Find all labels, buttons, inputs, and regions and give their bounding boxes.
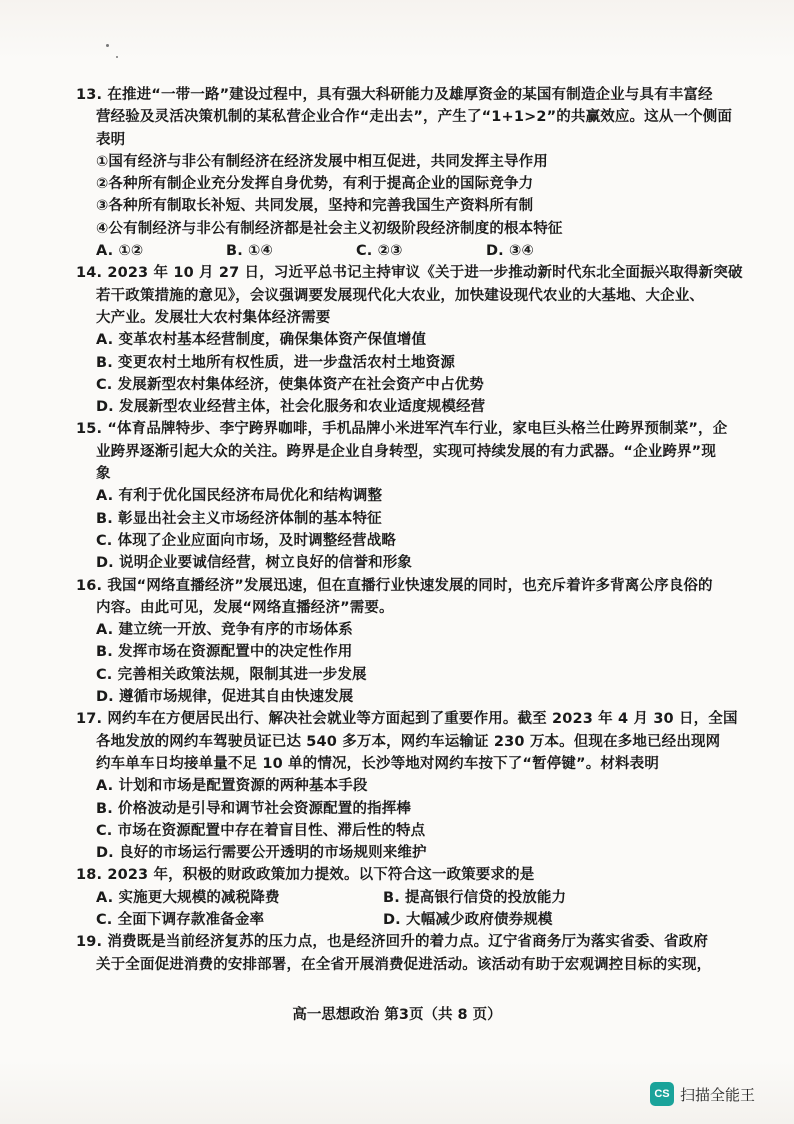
question-19 [76, 931, 726, 976]
answer-option: B. 发挥市场在资源配置中的决定性作用 [96, 644, 353, 661]
answer-option: D. 遵循市场规律，促进其自由快速发展 [96, 689, 354, 706]
question-text-line: 象 [96, 466, 111, 483]
question-16 [76, 575, 726, 709]
answer-option: D. 说明企业要诚信经营，树立良好的信誉和形象 [96, 555, 413, 572]
answer-option: B. 彰显出社会主义市场经济体制的基本特征 [96, 510, 382, 527]
question-text-line: 若干政策措施的意见》，会议强调要发展现代化大农业，加快建设现代农业的大基地、大企业、 [96, 287, 705, 304]
answer-option: C. 全面下调存款准备金率 [96, 911, 265, 928]
question-13 [76, 84, 733, 262]
question-text-line: 业跨界逐渐引起大众的关注。跨界是企业自身转型，实现可持续发展的有力武器。“企业跨界”现 [96, 443, 717, 460]
camscanner-watermark [650, 1082, 755, 1106]
question-stem: 18. 2023 年，积极的财政政策加力提效。以下符合这一政策要求的是 [76, 867, 535, 884]
answer-option: A. 有利于优化国民经济布局优化和结构调整 [96, 488, 383, 505]
answer-option: A. 计划和市场是配置资源的两种基本手段 [96, 778, 368, 795]
answer-option: C. ②③ [356, 243, 403, 260]
question-text-line: ②各种所有制企业充分发挥自身优势，有利于提高企业的国际竞争力 [96, 176, 534, 193]
question-stem: 13. 在推进“一带一路”建设过程中，具有强大科研能力及雄厚资金的某国有制造企业与具有丰富经 [76, 87, 713, 103]
question-stem: 14. 2023 年 10 月 27 日，习近平总书记主持审议《关于进一步推动新时代东北全面振兴取得新突破 [76, 265, 743, 282]
question-text-line: 表明 [96, 131, 126, 148]
answer-option: D. 大幅减少政府债券规模 [383, 911, 553, 928]
answer-option: B. 提高银行信贷的投放能力 [383, 889, 567, 906]
answer-option: A. 建立统一开放、竞争有序的市场体系 [96, 622, 353, 639]
answer-option: B. ①④ [226, 243, 273, 260]
question-text-line: 各地发放的网约车驾驶员证已达 540 多万本，网约车运输证 230 万本。但现在多地已经出现网 [96, 733, 721, 750]
scan-speck [116, 56, 118, 58]
question-text-line: 大产业。发展壮大农村集体经济需要 [96, 309, 331, 326]
question-text-line: 约车单车日均接单量不足 10 单的情况，长沙等地对网约车按下了“暂停键”。材料表明 [96, 755, 659, 772]
answer-option: D. 良好的市场运行需要公开透明的市场规则来维护 [96, 845, 427, 862]
question-15 [76, 418, 728, 574]
scan-speck [106, 44, 109, 47]
answer-options-row [96, 909, 726, 931]
question-text-line: 营经验及灵活决策机制的某私营企业合作“走出去”，产生了“1+1>2”的共赢效应。这从一个侧面 [96, 109, 733, 126]
camscanner-logo-icon: CS [650, 1082, 674, 1106]
answer-option: A. 实施更大规模的减税降费 [96, 889, 280, 906]
answer-option: C. 体现了企业应面向市场，及时调整经营战略 [96, 532, 396, 549]
answer-option: C. 市场在资源配置中存在着盲目性、滞后性的特点 [96, 822, 426, 839]
answer-option: A. ①② [96, 243, 144, 260]
answer-option: D. 发展新型农业经营主体，社会化服务和农业适度规模经营 [96, 399, 486, 416]
question-14 [76, 262, 743, 418]
question-text-line: ①国有经济与非公有制经济在经济发展中相互促进，共同发挥主导作用 [96, 153, 548, 170]
answer-option: C. 发展新型农村集体经济，使集体资产在社会资产中占优势 [96, 376, 484, 393]
question-text-line: 内容。由此可见，发展“网络直播经济”需要。 [96, 599, 394, 616]
question-text-line: ③各种所有制取长补短、共同发展，坚持和完善我国生产资料所有制 [96, 198, 534, 215]
page-footer: 高一思想政治 第3页（共 8 页） [292, 1007, 502, 1023]
camscanner-label: 扫描全能王 [680, 1085, 756, 1104]
answer-options-row [96, 240, 726, 262]
answer-option: C. 完善相关政策法规，限制其进一步发展 [96, 666, 367, 683]
answer-option: B. 变更农村土地所有权性质，进一步盘活农村土地资源 [96, 354, 456, 371]
question-17 [76, 708, 738, 864]
answer-option: D. ③④ [486, 243, 534, 260]
question-sheet [76, 84, 743, 976]
question-stem: 19. 消费既是当前经济复苏的压力点，也是经济回升的着力点。辽宁省商务厅为落实省委、省政府 [76, 934, 708, 951]
answer-options-row [96, 887, 726, 909]
question-18 [76, 864, 726, 931]
question-text-line: 关于全面促进消费的安排部署，在全省开展消费促进活动。该活动有助于宏观调控目标的实现， [96, 956, 712, 973]
answer-option: B. 价格波动是引导和调节社会资源配置的指挥棒 [96, 800, 412, 817]
question-stem: 17. 网约车在方便居民出行、解决社会就业等方面起到了重要作用。截至 2023 年 4 月 30 日，全国 [76, 711, 738, 728]
question-stem: 15. “体育品牌特步、李宁跨界咖啡，手机品牌小米进军汽车行业，家电巨头格兰仕跨界预制菜”，企 [76, 421, 728, 438]
answer-option: A. 变革农村基本经营制度，确保集体资产保值增值 [96, 332, 427, 349]
question-text-line: ④公有制经济与非公有制经济都是社会主义初级阶段经济制度的根本特征 [96, 220, 563, 237]
question-stem: 16. 我国“网络直播经济”发展迅速，但在直播行业快速发展的同时，也充斥着许多背离公序良俗的 [76, 577, 713, 594]
